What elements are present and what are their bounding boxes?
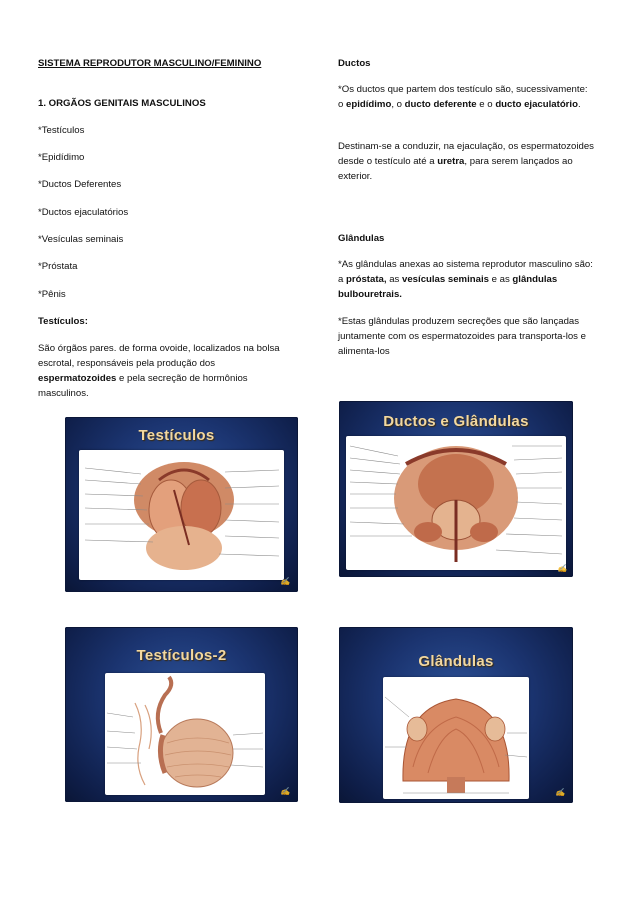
artist-signature: ✍ — [280, 577, 290, 586]
text-span: São órgãos pares. de forma ovoide, localizados na bolsa escrotal, responsáveis pela produção dos — [38, 343, 280, 369]
artist-signature: ✍ — [555, 788, 565, 797]
slide-glandulas — [339, 627, 573, 803]
text-span: Destinam-se a conduzir, na ejaculação, os espermatozoides desde o testículo até a — [338, 141, 594, 167]
anatomy-illustration — [105, 673, 265, 795]
bold-term: ducto deferente — [404, 99, 477, 110]
glandulas-title: Glândulas — [338, 233, 385, 244]
ductos-title: Ductos — [338, 58, 371, 69]
text-span: *Os ductos que partem dos testículo são, sucessivamente: o — [338, 84, 588, 110]
list-item: *Epidídimo — [38, 152, 85, 163]
list-item: *Ductos Deferentes — [38, 179, 122, 190]
slide-title: Glândulas — [418, 653, 494, 670]
text-span: . — [577, 99, 581, 110]
anatomy-illustration — [79, 450, 284, 580]
epididymis-drawing — [105, 673, 265, 795]
ductos-paragraph-2 — [338, 139, 600, 184]
text-span: as — [386, 274, 403, 285]
ductos-paragraph-1 — [338, 82, 593, 112]
anatomy-illustration — [346, 436, 566, 570]
glandulas-paragraph-2: *Estas glândulas produzem secreções que são lançadas juntamente com os espermatozoides para transporta-los e alimenta-los — [338, 316, 586, 357]
bold-term: uretra — [437, 156, 465, 167]
testiculos-paragraph — [38, 341, 288, 401]
text-span: *As glândulas anexas ao sistema reprodutor masculino são: a — [338, 259, 593, 285]
slide-title: Ductos e Glândulas — [383, 413, 529, 430]
slide-testiculos — [65, 417, 298, 592]
text-span: e as — [488, 274, 513, 285]
slide-ductos-glandulas — [339, 401, 573, 577]
list-item: *Pênis — [38, 289, 66, 300]
testes-drawing — [79, 450, 284, 580]
prostate-drawing — [383, 677, 529, 799]
testiculos-title: Testículos: — [38, 316, 88, 327]
bold-term: ducto ejaculatório — [495, 99, 578, 110]
list-item: *Vesículas seminais — [38, 234, 124, 245]
text-span: , o — [391, 99, 405, 110]
artist-signature: ✍ — [280, 787, 290, 796]
bold-term: epidídimo — [346, 99, 392, 110]
text-span: e o — [476, 99, 496, 110]
text-span: , para serem lançados ao exterior. — [338, 156, 573, 182]
slide-testiculos-2 — [65, 627, 298, 802]
list-item: *Ductos ejaculatórios — [38, 207, 129, 218]
section-heading: 1. ORGÃOS GENITAIS MASCULINOS — [38, 98, 206, 109]
glandulas-paragraph-1 — [338, 257, 593, 302]
slide-title: Testículos — [138, 427, 215, 444]
anatomy-illustration — [383, 677, 529, 799]
list-item: *Testículos — [38, 125, 85, 136]
slide-title: Testículos-2 — [136, 647, 227, 664]
bold-term: próstata, — [346, 274, 387, 285]
artist-signature: ✍ — [557, 564, 567, 573]
text-span: e pela secreção de hormônios masculinos. — [38, 373, 248, 399]
list-item: *Próstata — [38, 261, 78, 272]
bold-term: espermatozoides — [38, 373, 117, 384]
pelvis-drawing — [346, 436, 566, 570]
document-heading: SISTEMA REPRODUTOR MASCULINO/FEMININO — [38, 58, 262, 69]
bold-term: vesículas seminais — [402, 274, 489, 285]
bold-term: glândulas bulbouretrais. — [338, 274, 558, 300]
